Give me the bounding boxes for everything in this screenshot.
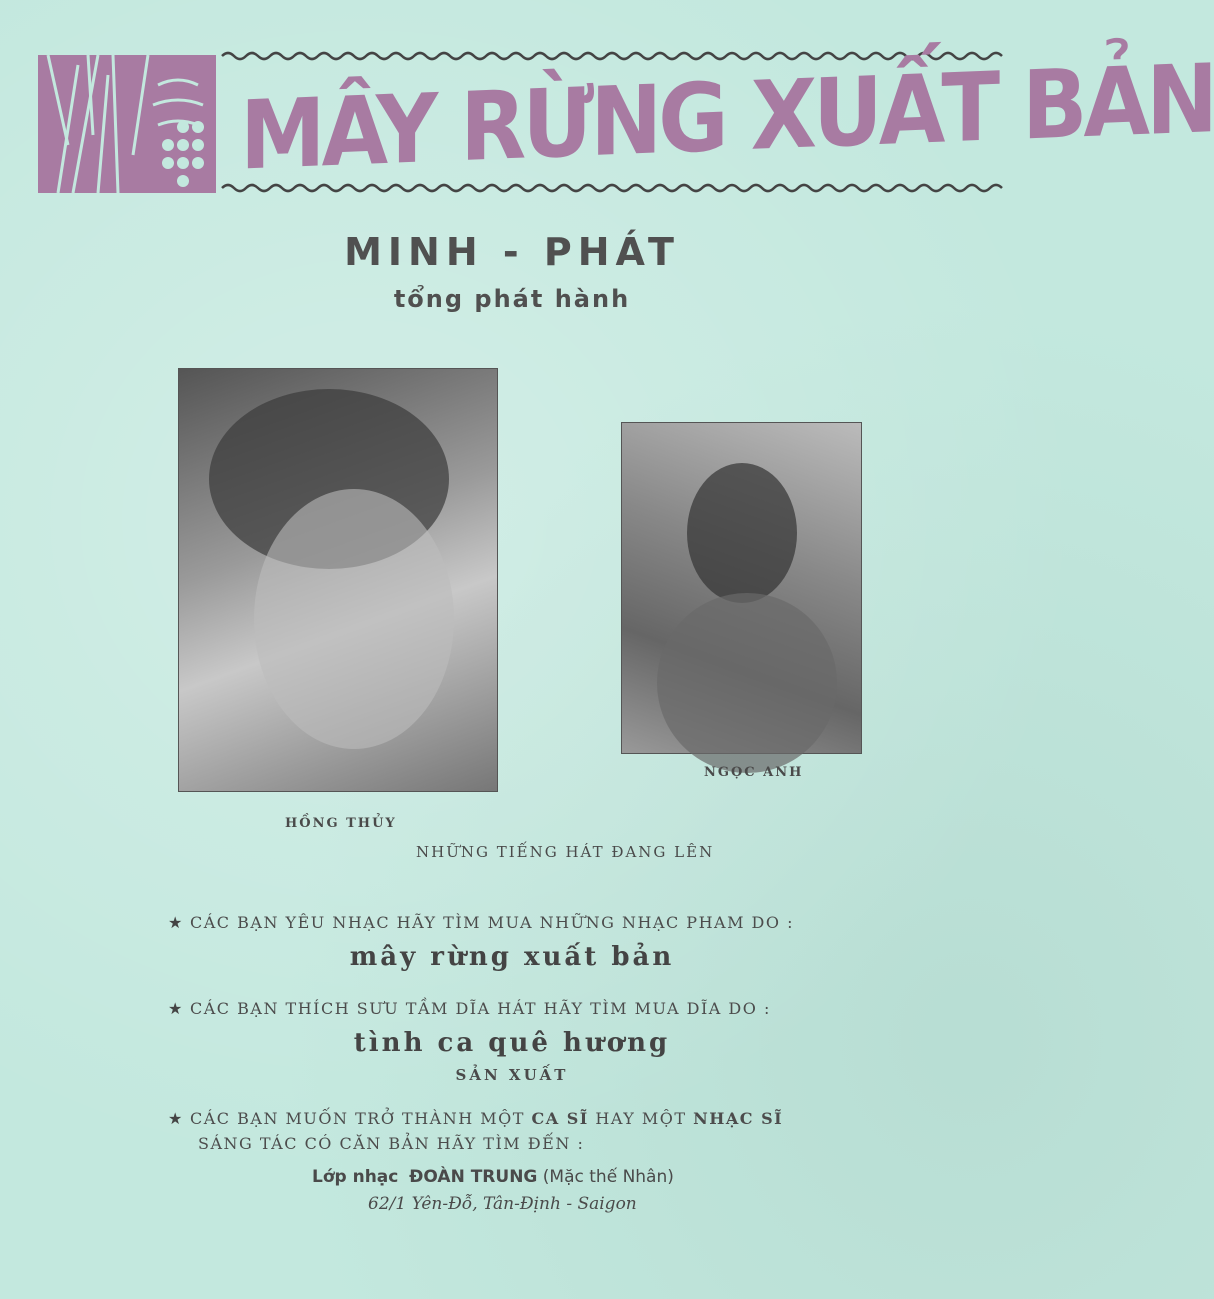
star-icon: ★: [168, 1109, 184, 1128]
distributor-role: tổng phát hành: [393, 285, 631, 313]
distributor-name: MINH - PHÁT: [344, 230, 680, 274]
star-icon: ★: [168, 913, 184, 932]
notice-2: [168, 999, 771, 1018]
school-name: ĐOÀN TRUNG: [409, 1167, 538, 1187]
notice-2-highlight: tình ca quê hương: [353, 1028, 671, 1058]
photo-caption: NGỌC ANH: [704, 765, 804, 780]
publisher-logo-text: MÂY RỪNG XUẤT BẢN: [240, 44, 1214, 192]
notice-bold: NHẠC SĨ: [693, 1109, 784, 1128]
school-address: 62/1 Yên-Đỗ, Tân-Định - Saigon: [368, 1194, 637, 1214]
notice-1-highlight: mây rừng xuất bản: [349, 942, 675, 972]
notice-text: CÁC BẠN THÍCH SƯU TẦM DĨA HÁT HÃY TÌM MUA DĨA DO :: [190, 999, 771, 1018]
notice-2-sub: SẢN XUẤT: [455, 1066, 569, 1084]
notice-text: CÁC BẠN MUỐN TRỞ THÀNH MỘT: [190, 1109, 525, 1128]
notice-text: HAY MỘT: [595, 1109, 687, 1128]
notice-text: CÁC BẠN YÊU NHẠC HÃY TÌM MUA NHỮNG NHẠC PHAM DO :: [190, 913, 794, 932]
school-line: [312, 1167, 674, 1187]
photo-caption: HỒNG THỦY: [285, 816, 397, 831]
notice-bold: CA SĨ: [531, 1109, 589, 1128]
photo-subtitle: NHỮNG TIẾNG HÁT ĐANG LÊN: [416, 843, 715, 861]
school-teacher: (Mặc thế Nhân): [542, 1167, 674, 1187]
school-prefix: Lớp nhạc: [312, 1167, 399, 1187]
notice-3-cont: SÁNG TÁC CÓ CĂN BẢN HÃY TÌM ĐẾN :: [198, 1134, 585, 1153]
star-icon: ★: [168, 999, 184, 1018]
photo-ngoc-anh: [621, 422, 862, 754]
photo-hong-thuy: [178, 368, 498, 792]
notice-3: [168, 1109, 783, 1128]
forest-logo-artwork: [38, 55, 216, 193]
notice-1: [168, 913, 794, 932]
